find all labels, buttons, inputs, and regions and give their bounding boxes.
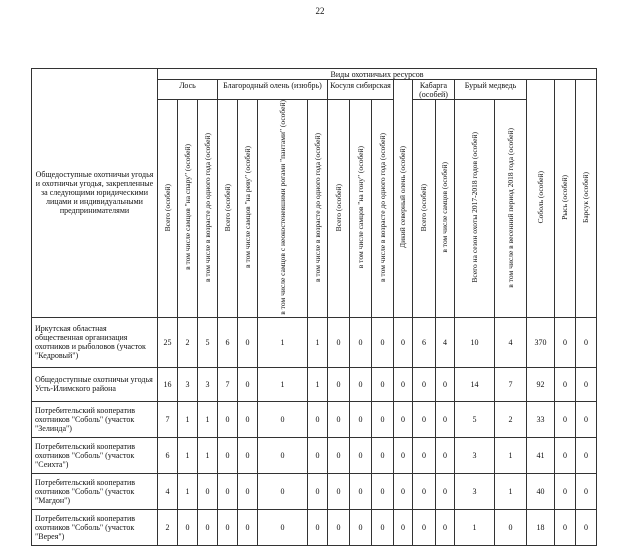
cell-value: 1 xyxy=(178,437,198,473)
table-row xyxy=(32,317,597,367)
cell-value: 0 xyxy=(328,401,350,437)
col-sobol: Соболь (особей) xyxy=(527,80,555,318)
group-kabarga: Кабарга (особей) xyxy=(413,80,455,100)
cell-value: 5 xyxy=(455,401,495,437)
cell-value: 0 xyxy=(218,509,238,545)
cell-value: 0 xyxy=(394,367,413,401)
cell-value: 0 xyxy=(350,437,372,473)
cell-value: 0 xyxy=(372,367,394,401)
cell-value: 0 xyxy=(372,401,394,437)
col-reindeer: Дикий северный олень (особей) xyxy=(394,80,413,318)
col-medved-spring: в том числе в весенний период 2018 года (особей) xyxy=(495,100,527,318)
cell-value: 2 xyxy=(158,509,178,545)
cell-value: 4 xyxy=(495,317,527,367)
cell-value: 0 xyxy=(576,509,597,545)
group-medved: Бурый медведь xyxy=(455,80,527,100)
cell-value: 0 xyxy=(218,473,238,509)
cell-value: 0 xyxy=(350,367,372,401)
cell-value: 0 xyxy=(394,509,413,545)
cell-value: 0 xyxy=(308,473,328,509)
cell-value: 7 xyxy=(158,401,178,437)
cell-value: 1 xyxy=(258,367,308,401)
cell-value: 0 xyxy=(328,473,350,509)
cell-value: 0 xyxy=(258,437,308,473)
col-kabarga-male: в том числе самцов (особей) xyxy=(436,100,455,318)
cell-value: 0 xyxy=(218,401,238,437)
cell-value: 0 xyxy=(238,401,258,437)
row-owner-name: Иркутская областная общественная организация охотников и рыболовов (участок "Кедровый") xyxy=(32,317,158,367)
cell-value: 7 xyxy=(495,367,527,401)
cell-value: 0 xyxy=(308,509,328,545)
cell-value: 6 xyxy=(158,437,178,473)
group-los: Лось xyxy=(158,80,218,100)
cell-value: 0 xyxy=(555,509,576,545)
cell-value: 0 xyxy=(436,473,455,509)
cell-value: 0 xyxy=(372,509,394,545)
cell-value: 0 xyxy=(372,317,394,367)
cell-value: 0 xyxy=(576,401,597,437)
cell-value: 0 xyxy=(555,401,576,437)
table-row xyxy=(32,473,597,509)
table-row xyxy=(32,401,597,437)
cell-value: 0 xyxy=(372,473,394,509)
cell-value: 0 xyxy=(238,509,258,545)
cell-value: 0 xyxy=(328,317,350,367)
cell-value: 0 xyxy=(555,317,576,367)
col-kosulya-male: в том числе самцов "на гону" (особей) xyxy=(350,100,372,318)
cell-value: 2 xyxy=(495,401,527,437)
cell-value: 0 xyxy=(413,473,436,509)
group-kosulya: Косуля сибирская xyxy=(328,80,394,100)
cell-value: 370 xyxy=(527,317,555,367)
cell-value: 6 xyxy=(218,317,238,367)
row-owner-name: Потребительский кооператив охотников "Соболь" (участок "Верея") xyxy=(32,509,158,545)
cell-value: 0 xyxy=(350,401,372,437)
cell-value: 0 xyxy=(394,473,413,509)
page-number: 22 xyxy=(315,6,325,16)
table-row xyxy=(32,367,597,401)
cell-value: 25 xyxy=(158,317,178,367)
cell-value: 0 xyxy=(413,367,436,401)
cell-value: 0 xyxy=(350,509,372,545)
cell-value: 0 xyxy=(372,437,394,473)
cell-value: 1 xyxy=(308,367,328,401)
col-los-total: Всего (особей) xyxy=(158,100,178,318)
col-barsuk: Барсук (особей) xyxy=(576,80,597,318)
cell-value: 4 xyxy=(436,317,455,367)
cell-value: 0 xyxy=(350,473,372,509)
cell-value: 3 xyxy=(178,367,198,401)
cell-value: 2 xyxy=(178,317,198,367)
cell-value: 3 xyxy=(455,437,495,473)
cell-value: 0 xyxy=(258,473,308,509)
cell-value: 0 xyxy=(328,437,350,473)
col-olen-young: в том числе в возрасте до одного года (особей) xyxy=(308,100,328,318)
cell-value: 0 xyxy=(308,401,328,437)
cell-value: 0 xyxy=(436,509,455,545)
cell-value: 10 xyxy=(455,317,495,367)
cell-value: 3 xyxy=(198,367,218,401)
cell-value: 0 xyxy=(350,317,372,367)
hunting-resources-table xyxy=(31,68,597,546)
cell-value: 0 xyxy=(495,509,527,545)
cell-value: 1 xyxy=(178,473,198,509)
row-owner-name: Потребительский кооператив охотников "Соболь" (участок "Зелинда") xyxy=(32,401,158,437)
cell-value: 0 xyxy=(328,509,350,545)
cell-value: 33 xyxy=(527,401,555,437)
cell-value: 1 xyxy=(495,437,527,473)
cell-value: 1 xyxy=(178,401,198,437)
col-medved-season: Всего на сезон охоты 2017-2018 годов (особей) xyxy=(455,100,495,318)
cell-value: 1 xyxy=(198,401,218,437)
col-kosulya-total: Всего (особей) xyxy=(328,100,350,318)
cell-value: 0 xyxy=(394,317,413,367)
cell-value: 40 xyxy=(527,473,555,509)
cell-value: 0 xyxy=(436,437,455,473)
cell-value: 1 xyxy=(308,317,328,367)
table-row xyxy=(32,509,597,545)
col-olen-total: Всего (особей) xyxy=(218,100,238,318)
cell-value: 0 xyxy=(555,437,576,473)
cell-value: 0 xyxy=(238,317,258,367)
cell-value: 7 xyxy=(218,367,238,401)
cell-value: 0 xyxy=(238,473,258,509)
col-los-young: в том числе в возрасте до одного года (особей) xyxy=(198,100,218,318)
cell-value: 0 xyxy=(178,509,198,545)
group-olen: Благородный олень (изюбрь) xyxy=(218,80,328,100)
cell-value: 0 xyxy=(308,437,328,473)
cell-value: 0 xyxy=(413,401,436,437)
cell-value: 0 xyxy=(218,437,238,473)
cell-value: 0 xyxy=(413,509,436,545)
cell-value: 0 xyxy=(258,401,308,437)
cell-value: 0 xyxy=(555,367,576,401)
cell-value: 16 xyxy=(158,367,178,401)
cell-value: 3 xyxy=(455,473,495,509)
cell-value: 1 xyxy=(198,437,218,473)
cell-value: 0 xyxy=(555,473,576,509)
cell-value: 0 xyxy=(576,367,597,401)
col-los-male: в том числе самцов "на спару" (особей) xyxy=(178,100,198,318)
cell-value: 0 xyxy=(394,401,413,437)
owner-column-header: Общедоступные охотничьи угодья и охотничьи угодья, закрепленные за следующими юридическими лицами и индивидуальными предпринимателями xyxy=(32,69,158,318)
resources-header: Виды охотничьих ресурсов xyxy=(158,69,597,80)
cell-value: 0 xyxy=(328,367,350,401)
col-rys: Рысь (особей) xyxy=(555,80,576,318)
cell-value: 4 xyxy=(158,473,178,509)
cell-value: 92 xyxy=(527,367,555,401)
cell-value: 0 xyxy=(413,437,436,473)
row-owner-name: Потребительский кооператив охотников "Соболь" (участок "Магдон") xyxy=(32,473,158,509)
col-kosulya-young: в том числе в возрасте до одного года (особей) xyxy=(372,100,394,318)
cell-value: 1 xyxy=(495,473,527,509)
row-owner-name: Общедоступные охотничьи угодья Усть-Илимского района xyxy=(32,367,158,401)
row-owner-name: Потребительский кооператив охотников "Соболь" (участок "Сеихта") xyxy=(32,437,158,473)
cell-value: 5 xyxy=(198,317,218,367)
col-olen-antlers: в том числе самцов с неокостеневшими рогами "пантами" (особей) xyxy=(258,100,308,318)
cell-value: 0 xyxy=(198,509,218,545)
cell-value: 41 xyxy=(527,437,555,473)
cell-value: 14 xyxy=(455,367,495,401)
cell-value: 18 xyxy=(527,509,555,545)
cell-value: 1 xyxy=(258,317,308,367)
cell-value: 0 xyxy=(436,401,455,437)
cell-value: 0 xyxy=(238,367,258,401)
col-kabarga-total: Всего (особей) xyxy=(413,100,436,318)
col-olen-male: в том числе самцов "на реву" (особей) xyxy=(238,100,258,318)
table-row xyxy=(32,437,597,473)
cell-value: 6 xyxy=(413,317,436,367)
cell-value: 1 xyxy=(455,509,495,545)
cell-value: 0 xyxy=(576,317,597,367)
cell-value: 0 xyxy=(576,437,597,473)
cell-value: 0 xyxy=(436,367,455,401)
cell-value: 0 xyxy=(258,509,308,545)
cell-value: 0 xyxy=(198,473,218,509)
cell-value: 0 xyxy=(394,437,413,473)
cell-value: 0 xyxy=(238,437,258,473)
cell-value: 0 xyxy=(576,473,597,509)
